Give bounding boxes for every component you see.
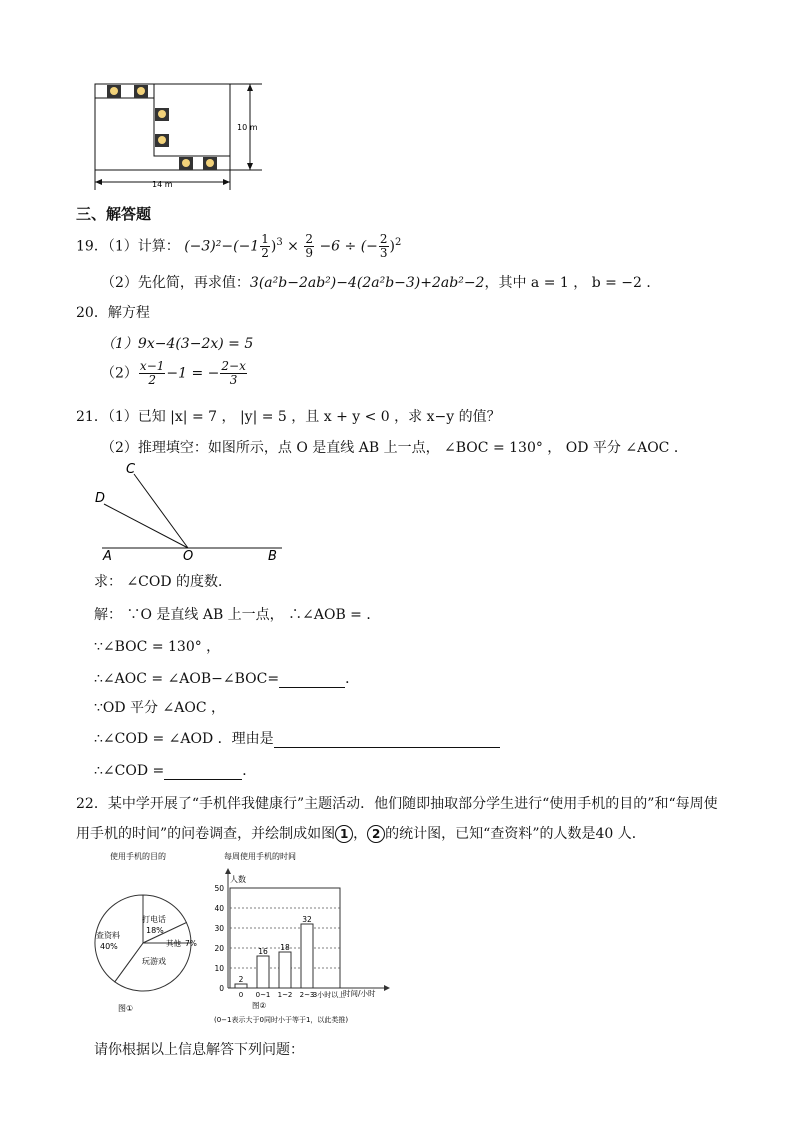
figure-2-ref: 2 xyxy=(367,825,385,843)
q21-ask: 求： ∠COD 的度数． xyxy=(94,574,233,590)
x-tick-label: 2~3 xyxy=(299,991,315,999)
point-c-label: C xyxy=(126,462,136,477)
q21-step4: ∵OD 平分 ∠AOC ， xyxy=(94,700,225,716)
y-tick-label: 0 xyxy=(219,984,224,993)
x-tick-label: 0 xyxy=(238,991,244,999)
x-axis-arrow xyxy=(384,985,390,991)
q21-step2: ∵∠BOC = 130° ， xyxy=(94,639,221,655)
q21-step5: ∴∠COD = ∠AOD ．理由是 xyxy=(94,728,500,748)
x-tick-label: 0~1 xyxy=(255,991,271,999)
x-tick-label: 3小时以上 xyxy=(312,991,346,999)
garden-height-label: 10 m xyxy=(237,123,258,132)
bar-data-label: 32 xyxy=(302,915,312,924)
section-title: 三、解答题 xyxy=(76,206,152,223)
q20-title: 20．解方程 xyxy=(76,305,150,321)
pie-title: 使用手机的目的 xyxy=(110,852,166,861)
pie-pct-other: 7% xyxy=(185,939,197,948)
answer-blank[interactable] xyxy=(279,671,345,688)
q19-mixed-frac: $\frac{1}{2}$ xyxy=(261,232,269,260)
pie-pct-call: 18% xyxy=(146,926,164,935)
point-d-label: D xyxy=(95,491,106,506)
angle-figure xyxy=(90,460,290,565)
pie-label-game: 玩游戏 xyxy=(142,957,166,966)
bar xyxy=(257,956,269,988)
bar-chart-title: 每周使用手机的时间 xyxy=(224,852,296,861)
q19-frac2: $\frac{2}{3}$ xyxy=(379,232,388,260)
q22-line2: 用手机的时间”的问卷调查，并绘制成如图 1 ， 2 的统计图，已知“查资料”的人数是40 人． xyxy=(76,826,646,842)
pie-caption: 图① xyxy=(118,1004,134,1013)
bar-data-label: 2 xyxy=(238,975,244,984)
q19-number: 19． xyxy=(76,238,108,255)
q19-p1-expr-a: (−3)²−(−1 xyxy=(184,238,260,255)
q21-part2: （2）推理填空：如图所示，点 O 是直线 AB 上一点， ∠BOC = 130° ， OD 平分 ∠AOC ． xyxy=(101,440,688,456)
garden-width-label: 14 m xyxy=(152,180,173,189)
q21-part1: 21．（1）已知 |x| = 7 ， |y| = 5 ，且 x + y < 0 ，求 x−y 的值？ xyxy=(76,409,501,425)
q19-part1: 19．（1）计算： (−3)²−(−1 $\frac{1}{2}$ )$^3$ × $\frac{2}{9}$ −6 ÷ (− $\frac{2}{3}$ )$^2$ xyxy=(76,232,402,260)
bar-chart xyxy=(198,848,398,1028)
point-a-label: A xyxy=(103,549,112,564)
q22-ask: 请你根据以上信息解答下列问题： xyxy=(94,1042,304,1058)
x-tick-label: 1~2 xyxy=(277,991,293,999)
q21-step3: ∴∠AOC = ∠AOB−∠BOC= ． xyxy=(94,671,360,687)
q21-step6: ∴∠COD = ． xyxy=(94,763,257,779)
x-axis-label: 时间/小时 xyxy=(343,989,376,998)
reason-blank[interactable] xyxy=(274,731,500,748)
q19-frac: $\frac{2}{9}$ xyxy=(305,232,313,260)
q19-p1-label: （1）计算： xyxy=(107,238,180,255)
y-axis-label: 人数 xyxy=(230,875,246,884)
pie-label-call: 打电话 xyxy=(142,915,166,924)
garden-figure xyxy=(80,78,280,193)
y-tick-label: 10 xyxy=(214,964,224,973)
bar-chart-caption: 图② xyxy=(252,1001,267,1010)
y-tick-label: 50 xyxy=(214,884,224,893)
y-axis-arrow xyxy=(225,868,231,874)
point-o-label: O xyxy=(183,549,194,564)
q20-part2: （2） $\frac{x-1}{2}$ −1 = − $\frac{2-x}{3}$ xyxy=(101,359,246,387)
pie-pct-research: 40% xyxy=(100,942,118,951)
bar xyxy=(301,924,313,988)
bar-data-label: 18 xyxy=(280,943,290,952)
q20-part1: （1）9x−4(3−2x) = 5 xyxy=(101,336,254,352)
q21-step1: 解： ∵O 是直线 AB 上一点， ∴∠AOB = ． xyxy=(94,607,381,623)
y-tick-label: 40 xyxy=(214,904,224,913)
y-tick-label: 20 xyxy=(214,944,224,953)
y-tick-label: 30 xyxy=(214,924,224,933)
point-b-label: B xyxy=(268,549,277,564)
pie-label-other: 其他 xyxy=(166,939,181,948)
bar-chart-note: (0−1表示大于0同时小于等于1，以此类推) xyxy=(214,1016,349,1024)
q19-part2: （2）先化简，再求值：3(a²b−2ab²)−4(2a²b−3)+2ab²−2，其中 a = 1 ， b = −2 ． xyxy=(101,275,661,291)
figure-1-ref: 1 xyxy=(335,825,353,843)
pie-chart xyxy=(88,848,208,1018)
bar-data-label: 16 xyxy=(258,947,268,956)
bar xyxy=(279,952,291,988)
q22-line1: 22．某中学开展了“手机伴我健康行”主题活动．他们随即抽取部分学生进行“使用手机的目的”和“每周使 xyxy=(76,796,718,812)
bar xyxy=(235,984,247,988)
pie-label-research: 查资料 xyxy=(96,931,120,940)
answer-blank-2[interactable] xyxy=(164,763,242,780)
